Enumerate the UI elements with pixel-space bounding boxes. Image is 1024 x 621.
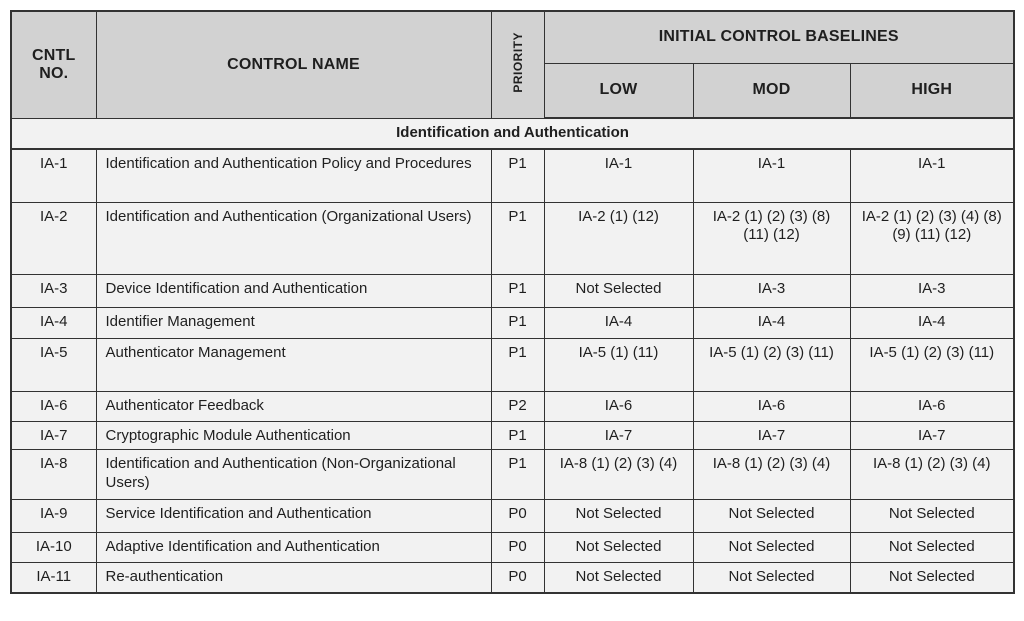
priority-cell: P2 [491, 391, 544, 421]
baseline-low-cell: IA-5 (1) (11) [544, 338, 693, 391]
control-name-cell: Adaptive Identification and Authentication [96, 533, 491, 563]
baseline-low-cell: IA-1 [544, 149, 693, 202]
baseline-mod-cell: IA-8 (1) (2) (3) (4) [693, 450, 850, 500]
baseline-mod-cell: IA-2 (1) (2) (3) (8) (11) (12) [693, 202, 850, 274]
control-name-cell: Device Identification and Authentication [96, 274, 491, 307]
cntl-no-cell: IA-8 [11, 450, 96, 500]
baseline-low-cell: IA-7 [544, 421, 693, 450]
table-row [11, 533, 1014, 563]
header-cntl-no: CNTL NO. [11, 11, 96, 118]
table-body [11, 118, 1014, 593]
baseline-mod-cell: Not Selected [693, 533, 850, 563]
cntl-no-cell: IA-2 [11, 202, 96, 274]
baseline-low-cell: Not Selected [544, 500, 693, 533]
control-name-cell: Identification and Authentication (Organizational Users) [96, 202, 491, 274]
table-row [11, 338, 1014, 391]
header-high: HIGH [850, 63, 1014, 118]
cntl-no-cell: IA-7 [11, 421, 96, 450]
control-name-cell: Identification and Authentication Policy and Procedures [96, 149, 491, 202]
baseline-mod-cell: IA-7 [693, 421, 850, 450]
baseline-mod-cell: IA-3 [693, 274, 850, 307]
table-row [11, 421, 1014, 450]
cntl-no-cell: IA-9 [11, 500, 96, 533]
table-row [11, 450, 1014, 500]
control-name-cell: Authenticator Management [96, 338, 491, 391]
cntl-no-cell: IA-11 [11, 563, 96, 593]
control-name-cell: Identifier Management [96, 307, 491, 338]
baseline-low-cell: Not Selected [544, 533, 693, 563]
cntl-no-cell: IA-1 [11, 149, 96, 202]
baseline-mod-cell: IA-1 [693, 149, 850, 202]
priority-cell: P1 [491, 338, 544, 391]
baseline-low-cell: Not Selected [544, 274, 693, 307]
baseline-mod-cell: IA-6 [693, 391, 850, 421]
header-initial-control-baselines: INITIAL CONTROL BASELINES [544, 11, 1014, 63]
cntl-no-cell: IA-10 [11, 533, 96, 563]
baseline-high-cell: IA-1 [850, 149, 1014, 202]
header-mod: MOD [693, 63, 850, 118]
baseline-high-cell: IA-3 [850, 274, 1014, 307]
table-row [11, 500, 1014, 533]
priority-cell: P1 [491, 202, 544, 274]
baseline-low-cell: IA-8 (1) (2) (3) (4) [544, 450, 693, 500]
baseline-mod-cell: Not Selected [693, 500, 850, 533]
control-name-cell: Re-authentication [96, 563, 491, 593]
table-header [11, 11, 1014, 118]
baseline-low-cell: IA-6 [544, 391, 693, 421]
cntl-no-cell: IA-5 [11, 338, 96, 391]
priority-cell: P1 [491, 450, 544, 500]
baseline-high-cell: IA-8 (1) (2) (3) (4) [850, 450, 1014, 500]
baseline-mod-cell: Not Selected [693, 563, 850, 593]
baseline-mod-cell: IA-4 [693, 307, 850, 338]
priority-vertical-label: PRIORITY [510, 31, 525, 93]
baseline-high-cell: IA-6 [850, 391, 1014, 421]
priority-cell: P1 [491, 149, 544, 202]
header-control-name: CONTROL NAME [96, 11, 491, 118]
header-priority [491, 11, 544, 118]
cntl-no-cell: IA-3 [11, 274, 96, 307]
table-row [11, 149, 1014, 202]
priority-cell: P1 [491, 307, 544, 338]
priority-cell: P0 [491, 563, 544, 593]
table-row [11, 307, 1014, 338]
baseline-low-cell: IA-2 (1) (12) [544, 202, 693, 274]
priority-cell: P1 [491, 421, 544, 450]
table-row [11, 563, 1014, 593]
control-name-cell: Identification and Authentication (Non-Organizational Users) [96, 450, 491, 500]
baseline-high-cell: Not Selected [850, 563, 1014, 593]
baseline-high-cell: IA-7 [850, 421, 1014, 450]
baseline-high-cell: IA-4 [850, 307, 1014, 338]
baseline-high-cell: IA-5 (1) (2) (3) (11) [850, 338, 1014, 391]
baseline-low-cell: Not Selected [544, 563, 693, 593]
cntl-no-cell: IA-4 [11, 307, 96, 338]
baseline-high-cell: Not Selected [850, 500, 1014, 533]
header-low: LOW [544, 63, 693, 118]
baseline-low-cell: IA-4 [544, 307, 693, 338]
table-row [11, 202, 1014, 274]
table-row [11, 274, 1014, 307]
control-baselines-table [10, 10, 1015, 594]
baseline-mod-cell: IA-5 (1) (2) (3) (11) [693, 338, 850, 391]
section-row [11, 118, 1014, 149]
baseline-high-cell: IA-2 (1) (2) (3) (4) (8) (9) (11) (12) [850, 202, 1014, 274]
table-row [11, 391, 1014, 421]
priority-cell: P0 [491, 533, 544, 563]
control-name-cell: Service Identification and Authentication [96, 500, 491, 533]
cntl-no-cell: IA-6 [11, 391, 96, 421]
priority-cell: P1 [491, 274, 544, 307]
section-title: Identification and Authentication [11, 118, 1014, 149]
control-name-cell: Authenticator Feedback [96, 391, 491, 421]
baseline-high-cell: Not Selected [850, 533, 1014, 563]
priority-cell: P0 [491, 500, 544, 533]
control-name-cell: Cryptographic Module Authentication [96, 421, 491, 450]
